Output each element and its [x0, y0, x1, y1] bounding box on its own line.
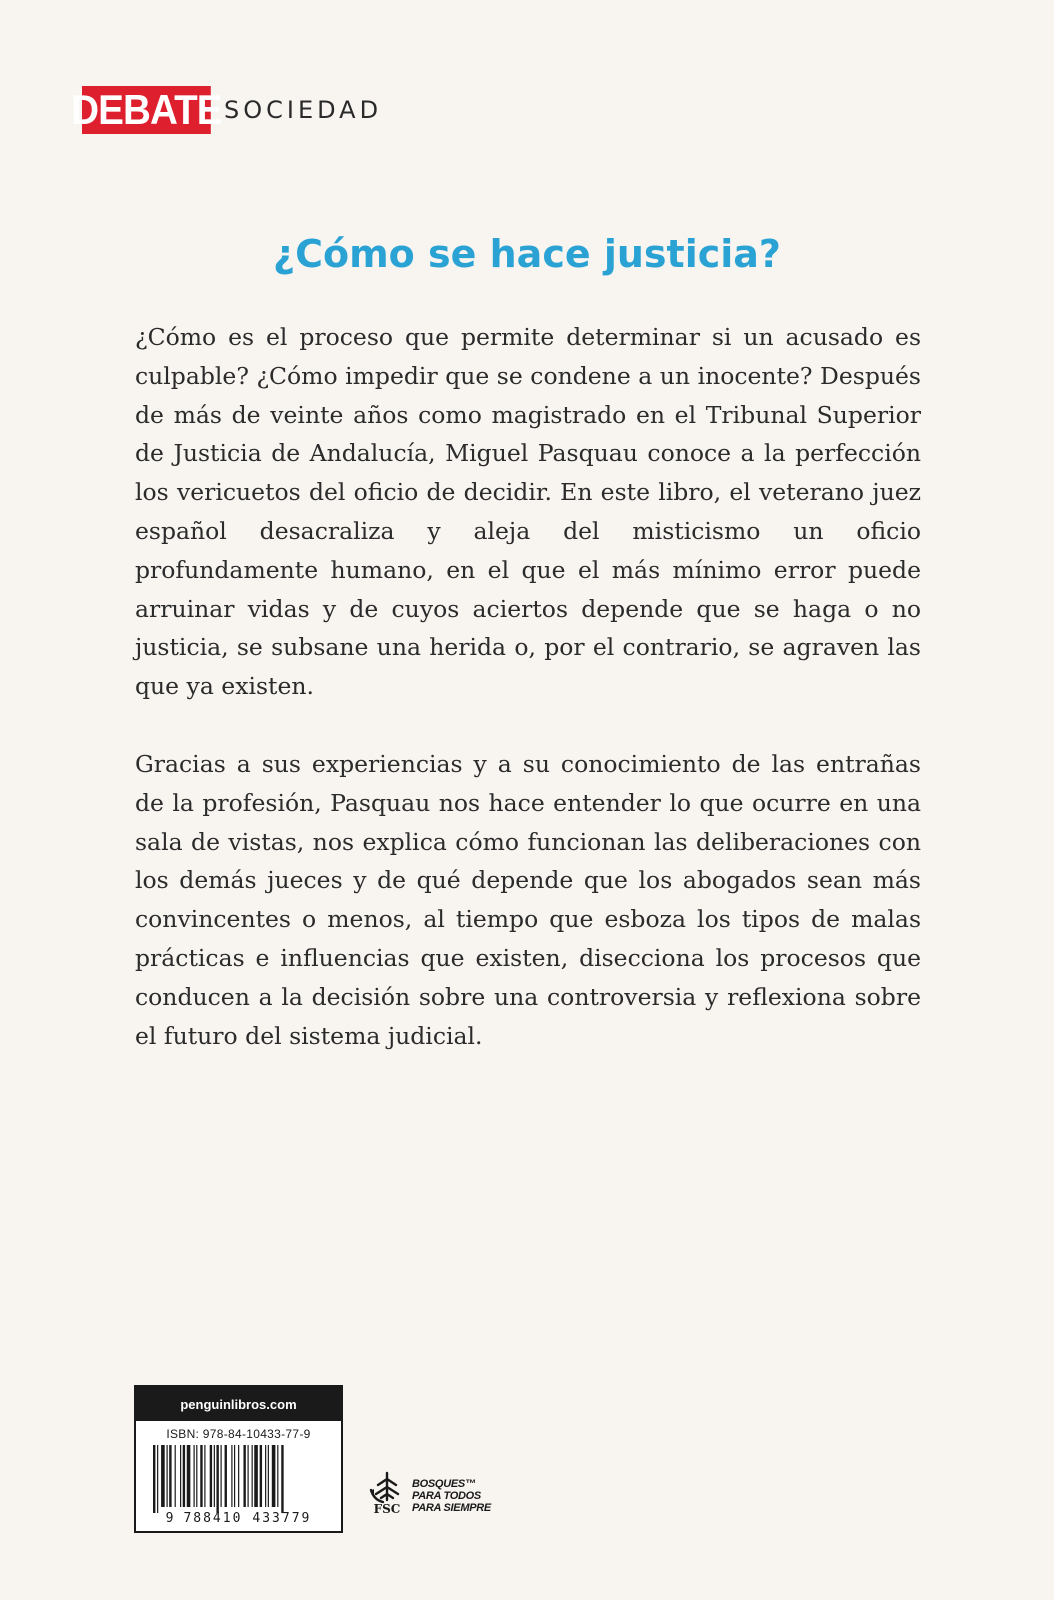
barcode-digit-first: 9: [165, 1511, 174, 1526]
headline: ¿Cómo se hace justicia?: [273, 232, 781, 276]
fsc-slogan-line-2: PARA TODOS: [412, 1490, 481, 1502]
collection-name: SOCIEDAD: [224, 96, 383, 124]
tree-check-icon: [368, 1470, 406, 1504]
fsc-slogan-line-1: BOSQUES™: [412, 1478, 476, 1490]
fsc-slogan: [412, 1478, 491, 1514]
fsc-label: FSC: [373, 1502, 401, 1516]
publisher-brand: [71, 86, 383, 134]
barcode-digit-group-1: 788410: [183, 1511, 243, 1526]
fsc-slogan-line-3: PARA SIEMPRE: [412, 1502, 491, 1514]
barcode-icon: [149, 1445, 329, 1513]
debate-logo: DEBATE: [71, 86, 222, 133]
isbn-label: ISBN: 978-84-10433-77-9: [166, 1427, 311, 1441]
barcode-digit-group-2: 433779: [252, 1511, 312, 1526]
synopsis-paragraph-2: Gracias a sus experiencias y a su conocimiento de las entrañas de la profesión, Pasquau nos hace entender lo que ocurre en una sala de vistas, nos explica cómo funcionan las deliberaciones con los demás jueces y de qué depende que los abogados sean más convincentes o menos, al tiempo que esboza los tipos de malas prácticas e influencias que existen, disecciona los procesos que conducen a la decisión sobre una controversia y reflexiona sobre el futuro del sistema judicial.: [135, 750, 921, 1050]
barcode-digits: [136, 1511, 341, 1526]
fsc-logo: [368, 1470, 491, 1516]
barcode-box: [134, 1385, 343, 1533]
fsc-mark: [368, 1470, 406, 1516]
publisher-url: penguinlibros.com: [136, 1387, 341, 1421]
synopsis-paragraph-1: ¿Cómo es el proceso que permite determinar si un acusado es culpable? ¿Cómo impedir que se condene a un inocente? Después de más de veinte años como magistrado en el Tribunal Superior de Justicia de Andalucía, Miguel Pasquau conoce a la perfección los vericuetos del oficio de decidir. En este libro, el veterano juez español desacraliza y aleja del misticismo un oficio profundamente humano, en el que el más mínimo error puede arruinar vidas y de cuyos aciertos depende que se haga o no justicia, se subsane una herida o, por el contrario, se agraven las que ya existen.: [135, 323, 921, 701]
